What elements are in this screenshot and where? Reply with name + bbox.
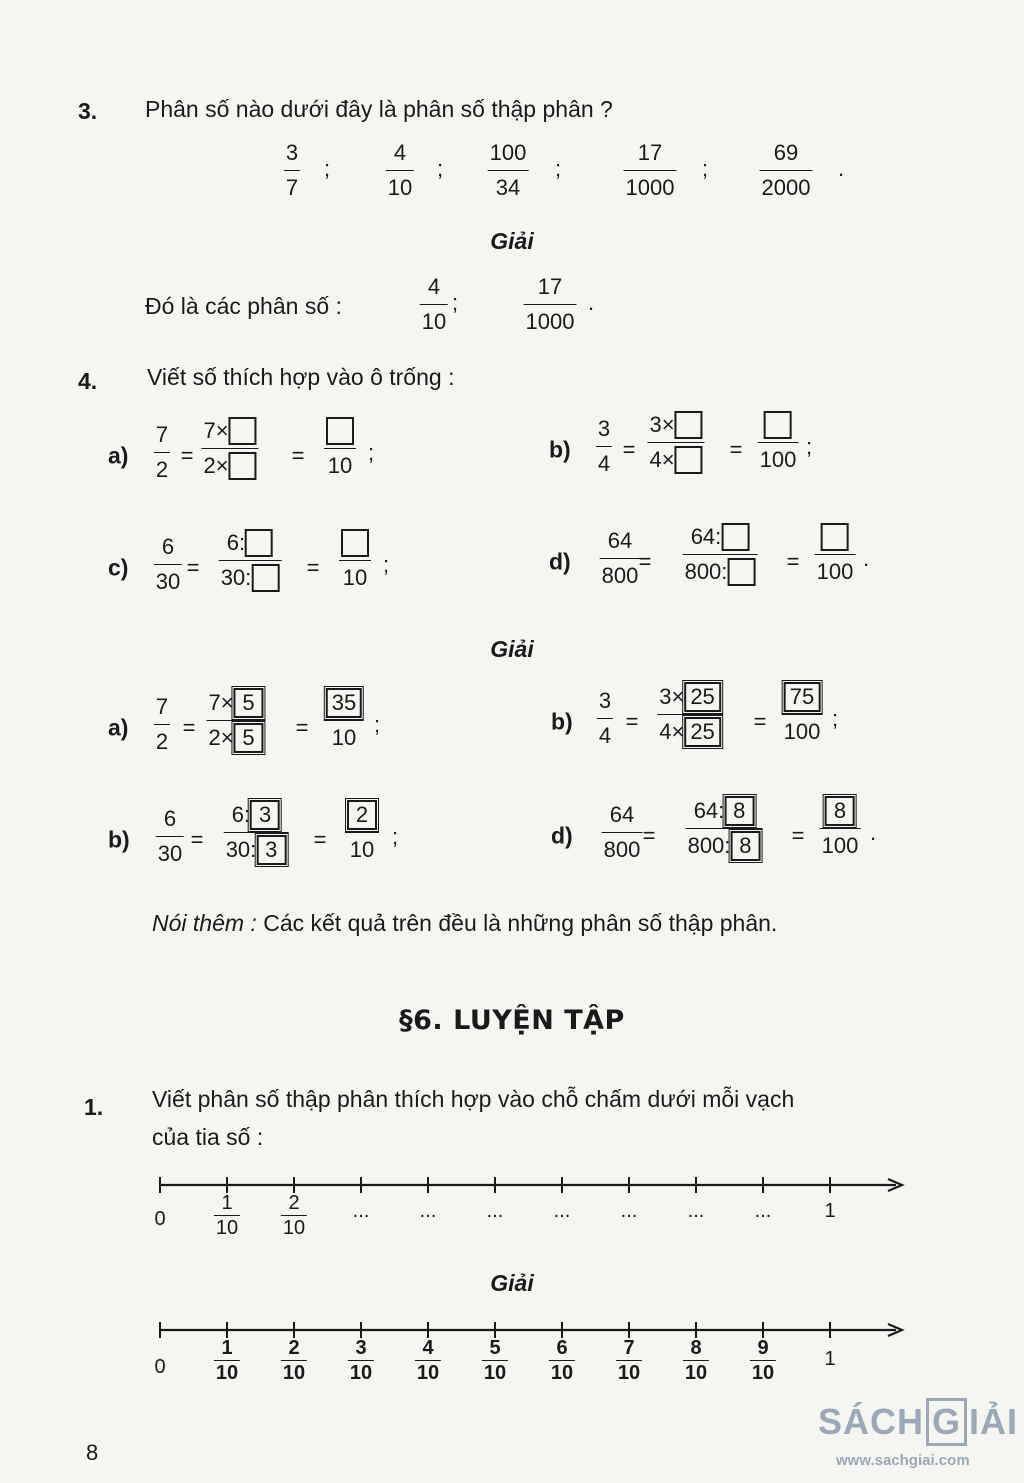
answer-tick-fraction	[281, 1338, 307, 1383]
answer-tick-fraction-denominator	[482, 1363, 508, 1383]
ex4-mid-den: 2	[203, 453, 216, 478]
ex4-mid-num: 64	[690, 524, 716, 549]
exercise-1-question-line1: Viết phân số thập phân thích hợp vào chỗ chấm dưới mỗi vạch	[152, 1086, 795, 1112]
equals-sign: =	[642, 823, 656, 848]
ex4-item-label: c)	[108, 554, 129, 581]
answer-tick-num: 8	[690, 1337, 702, 1359]
answer-tick-num: 5	[489, 1337, 501, 1359]
answer-tick-num: 6	[556, 1337, 568, 1359]
answer-tick-fraction-numerator	[755, 1338, 770, 1358]
ex3-frac-num: 100	[489, 140, 527, 165]
exercise-3-answer-prefix: Đó là các phân số :	[145, 293, 342, 319]
given-fraction-denominator	[214, 1218, 240, 1238]
ex4-op: :	[715, 524, 722, 549]
filled-box: 3	[256, 835, 286, 865]
ex4-item-label: a)	[108, 442, 129, 469]
exercise-1-number: 1.	[84, 1094, 104, 1120]
answer-tick-fraction-denominator	[348, 1363, 374, 1383]
ex4-op: :	[245, 565, 252, 590]
line1-start-label: 0	[154, 1208, 166, 1230]
answer-tick-fraction-numerator	[688, 1338, 703, 1358]
ex4-answer-mid-num: 3	[659, 684, 672, 709]
given-fraction-bar	[214, 1215, 240, 1216]
answer-tick-fraction	[750, 1338, 776, 1383]
ex3-frac-den: 7	[285, 175, 299, 200]
ex4-item-label: d)	[549, 548, 571, 575]
ex3-separator: ;	[437, 156, 444, 181]
given-fraction-numerator	[286, 1193, 301, 1213]
ex4-op: ×	[671, 719, 685, 744]
ex4-answer-mid-den: 30	[225, 837, 251, 862]
ex3-answer-num: 4	[427, 274, 441, 299]
ex4-item-den: 30	[155, 569, 181, 594]
ex4-res-den: 100	[816, 559, 854, 584]
equals-sign: =	[295, 715, 309, 740]
answer-tick-fraction-denominator	[750, 1363, 776, 1383]
ex4-answer-res-den: 100	[821, 833, 859, 858]
number-line-question	[160, 1177, 902, 1193]
equals-sign: =	[791, 823, 805, 848]
answer-tick-num: 9	[757, 1337, 769, 1359]
equals-sign: =	[186, 555, 200, 580]
ex4-answer-mid-den: 2	[208, 725, 221, 750]
ex4-answer-mid-den: 800	[687, 833, 725, 858]
ex4-op: ×	[215, 453, 229, 478]
given-den: 10	[215, 1217, 239, 1239]
ex4-item-end: .	[863, 546, 870, 571]
ex3-frac-den: 10	[387, 175, 413, 200]
exercise-3-question: Phân số nào dưới đây là phân số thập phân ?	[145, 96, 613, 122]
answer-tick-fraction	[214, 1338, 240, 1383]
answer-tick-fraction-bar	[281, 1360, 307, 1361]
ex4-answer-label: a)	[108, 714, 129, 741]
ex3-separator: .	[838, 156, 845, 181]
answer-tick-fraction-bar	[348, 1360, 374, 1361]
ex3-separator: ;	[324, 156, 331, 181]
ex4-op: :	[250, 837, 257, 862]
note-label: Nói thêm :	[152, 910, 257, 936]
given-fraction-numerator	[219, 1193, 234, 1213]
answer-tick-fraction-bar	[616, 1360, 642, 1361]
ex4-answer-den: 30	[157, 841, 183, 866]
answer-tick-fraction	[683, 1338, 709, 1383]
answer-tick-fraction	[348, 1338, 374, 1383]
ex4-answer-label: d)	[551, 822, 573, 849]
ex4-answer-label: b)	[551, 708, 573, 735]
ex4-answer-res-den: 10	[331, 725, 357, 750]
exercise-3-number: 3.	[78, 98, 98, 124]
ex3-frac-num: 4	[393, 140, 407, 165]
answer-tick-fraction-denominator	[549, 1363, 575, 1383]
ex4-answer-den: 800	[603, 837, 641, 862]
given-fraction-denominator	[281, 1218, 307, 1238]
ex4-answer-den: 2	[155, 729, 169, 754]
answer-tick-den: 10	[617, 1362, 641, 1384]
ex3-answer-den: 1000	[525, 309, 575, 334]
answer-tick-fraction	[549, 1338, 575, 1383]
ex3-separator: ;	[555, 156, 562, 181]
answer-tick-num: 4	[422, 1337, 434, 1359]
ex4-mid-num: 7	[203, 418, 216, 443]
filled-box: 8	[724, 796, 754, 826]
ex4-op: :	[718, 798, 725, 823]
ex4-op: :	[239, 530, 246, 555]
ex3-answer-num: 17	[537, 274, 563, 299]
answer-tick-fraction	[482, 1338, 508, 1383]
answer-tick-fraction-bar	[415, 1360, 441, 1361]
ex4-mid-den: 800	[684, 559, 722, 584]
ex3-frac-num: 3	[285, 140, 299, 165]
ex4-op: ×	[215, 418, 229, 443]
equals-sign: =	[180, 443, 194, 468]
answer-tick-den: 10	[684, 1362, 708, 1384]
ex4-answer-den: 4	[598, 723, 612, 748]
equals-sign: =	[622, 437, 636, 462]
exercise-4-question: Viết số thích hợp vào ô trống :	[147, 364, 455, 390]
blank-dots: ...	[419, 1200, 437, 1222]
given-num: 1	[221, 1192, 233, 1214]
given-num: 2	[288, 1192, 300, 1214]
ex4-answer-num: 6	[163, 806, 177, 831]
equals-sign: =	[190, 827, 204, 852]
answer-tick-fraction	[616, 1338, 642, 1383]
ex4-item-den: 800	[601, 563, 639, 588]
filled-box: 8	[730, 831, 760, 861]
given-den: 10	[282, 1217, 306, 1239]
ex3-frac-den: 1000	[625, 175, 675, 200]
ex4-answer-res-den: 100	[783, 719, 821, 744]
ex4-op: ×	[661, 412, 675, 437]
equals-sign: =	[291, 443, 305, 468]
answer-tick-num: 1	[221, 1337, 233, 1359]
answer-tick-den: 10	[550, 1362, 574, 1384]
answer-tick-fraction-denominator	[214, 1363, 240, 1383]
answer-tick-fraction-numerator	[286, 1338, 301, 1358]
watermark-logo-left: SÁCH	[818, 1401, 925, 1442]
filled-box: 5	[234, 723, 264, 753]
ex4-op: :	[244, 802, 251, 827]
answer-tick-den: 10	[751, 1362, 775, 1384]
given-fraction	[214, 1193, 240, 1238]
answer-tick-fraction-bar	[214, 1360, 240, 1361]
answer-tick-fraction-numerator	[420, 1338, 435, 1358]
answer-tick-num: 7	[623, 1337, 635, 1359]
answer-tick-fraction-bar	[750, 1360, 776, 1361]
ex4-mid-num: 6	[226, 530, 240, 555]
exercise-1-solution-title: Giải	[490, 1270, 534, 1296]
ex4-mid-num: 3	[649, 412, 662, 437]
answer-tick-num: 3	[355, 1337, 367, 1359]
equals-sign: =	[729, 437, 743, 462]
ex4-op: :	[724, 833, 731, 858]
ex4-op: ×	[220, 725, 234, 750]
answer-tick-fraction-numerator	[219, 1338, 234, 1358]
ex4-answer-res-den: 10	[349, 837, 375, 862]
answer-tick-fraction-bar	[549, 1360, 575, 1361]
ex4-mid-den: 4	[649, 447, 662, 472]
exercise-4-number: 4.	[78, 368, 98, 394]
watermark-logo	[818, 1398, 1018, 1446]
ex4-answer-num: 3	[598, 688, 612, 713]
ex4-answer-mid-num: 7	[208, 690, 221, 715]
ex4-answer-mid-num: 6	[231, 802, 245, 827]
answer-tick-fraction-bar	[482, 1360, 508, 1361]
ex3-frac-den: 2000	[761, 175, 811, 200]
ex4-res-den: 10	[327, 453, 353, 478]
filled-box: 75	[784, 682, 820, 712]
answer-tick-den: 10	[416, 1362, 440, 1384]
line1-end-label: 1	[824, 1200, 836, 1222]
ex4-item-num: 3	[597, 416, 611, 441]
ex4-item-label: b)	[549, 436, 571, 463]
given-fraction	[281, 1193, 307, 1238]
ex4-answer-num: 7	[155, 694, 169, 719]
answer-tick-fraction-denominator	[281, 1363, 307, 1383]
ex4-op: ×	[671, 684, 685, 709]
ex3-frac-num: 69	[773, 140, 799, 165]
ex4-op: ×	[220, 690, 234, 715]
equals-sign: =	[182, 715, 196, 740]
equals-sign: =	[753, 709, 767, 734]
ex4-item-end: ;	[368, 440, 375, 465]
line2-end-label: 1	[824, 1348, 836, 1370]
exercise-3-solution-title: Giải	[490, 228, 534, 254]
filled-box: 8	[825, 796, 855, 826]
answer-tick-den: 10	[349, 1362, 373, 1384]
blank-dots: ...	[687, 1200, 705, 1222]
ex3-answer-separator: ;	[452, 290, 459, 315]
page-number: 8	[86, 1440, 99, 1465]
answer-tick-fraction-denominator	[683, 1363, 709, 1383]
filled-box: 3	[250, 800, 280, 830]
ex4-item-end: ;	[806, 434, 813, 459]
watermark-url: www.sachgiai.com	[836, 1452, 970, 1469]
note-text: Các kết quả trên đều là những phân số thập phân.	[256, 910, 778, 936]
ex4-res-den: 10	[342, 565, 368, 590]
ex4-answer-end: ;	[392, 824, 399, 849]
equals-sign: =	[625, 709, 639, 734]
exercise-1-question-line2: của tia số :	[152, 1124, 264, 1150]
ex4-op: :	[721, 559, 728, 584]
filled-box: 5	[234, 688, 264, 718]
ex3-separator: ;	[702, 156, 709, 181]
equals-sign: =	[313, 827, 327, 852]
answer-tick-den: 10	[215, 1362, 239, 1384]
answer-tick-fraction-denominator	[415, 1363, 441, 1383]
ex3-answer-separator: .	[588, 290, 595, 315]
equals-sign: =	[638, 549, 652, 574]
ex4-answer-end: ;	[374, 712, 381, 737]
answer-tick-fraction-numerator	[554, 1338, 569, 1358]
answer-tick-num: 2	[288, 1337, 300, 1359]
answer-tick-fraction-numerator	[353, 1338, 368, 1358]
ex4-answer-num: 64	[609, 802, 635, 827]
ex4-op: ×	[661, 447, 675, 472]
ex4-res-den: 100	[759, 447, 797, 472]
blank-dots: ...	[553, 1200, 571, 1222]
ex4-item-num: 7	[155, 422, 169, 447]
equals-sign: =	[786, 549, 800, 574]
ex4-answer-end: .	[870, 820, 877, 845]
blank-dots: ...	[754, 1200, 772, 1222]
answer-tick-fraction-bar	[683, 1360, 709, 1361]
exercise-4-solution-title: Giải	[490, 636, 534, 662]
blank-dots: ...	[620, 1200, 638, 1222]
number-line-answer	[160, 1322, 902, 1338]
ex4-item-num: 64	[607, 528, 633, 553]
answer-tick-fraction-numerator	[621, 1338, 636, 1358]
ex4-item-end: ;	[383, 552, 390, 577]
given-fraction-bar	[281, 1215, 307, 1216]
answer-tick-fraction-denominator	[616, 1363, 642, 1383]
ex3-answer-den: 10	[421, 309, 447, 334]
blank-dots: ...	[486, 1200, 504, 1222]
section-title: §6. LUYỆN TẬP	[399, 1005, 625, 1036]
watermark-logo-box: G	[926, 1398, 967, 1446]
line2-start-label: 0	[154, 1356, 166, 1378]
ex4-item-num: 6	[161, 534, 175, 559]
answer-tick-fraction	[415, 1338, 441, 1383]
ex3-frac-den: 34	[495, 175, 521, 200]
ex3-frac-num: 17	[637, 140, 663, 165]
ex4-answer-mid-den: 4	[659, 719, 672, 744]
blank-dots: ...	[352, 1200, 370, 1222]
equals-sign: =	[306, 555, 320, 580]
answer-tick-den: 10	[282, 1362, 306, 1384]
filled-box: 25	[684, 717, 720, 747]
ex4-mid-den: 30	[220, 565, 246, 590]
filled-box: 2	[347, 800, 377, 830]
ex4-answer-label: b)	[108, 826, 130, 853]
answer-tick-den: 10	[483, 1362, 507, 1384]
filled-box: 35	[326, 688, 362, 718]
filled-box: 25	[684, 682, 720, 712]
ex4-answer-mid-num: 64	[693, 798, 719, 823]
ex4-answer-end: ;	[832, 706, 839, 731]
ex4-item-den: 4	[597, 451, 611, 476]
ex4-item-den: 2	[155, 457, 169, 482]
watermark-logo-right: IẢI	[969, 1401, 1019, 1442]
answer-tick-fraction-numerator	[487, 1338, 502, 1358]
